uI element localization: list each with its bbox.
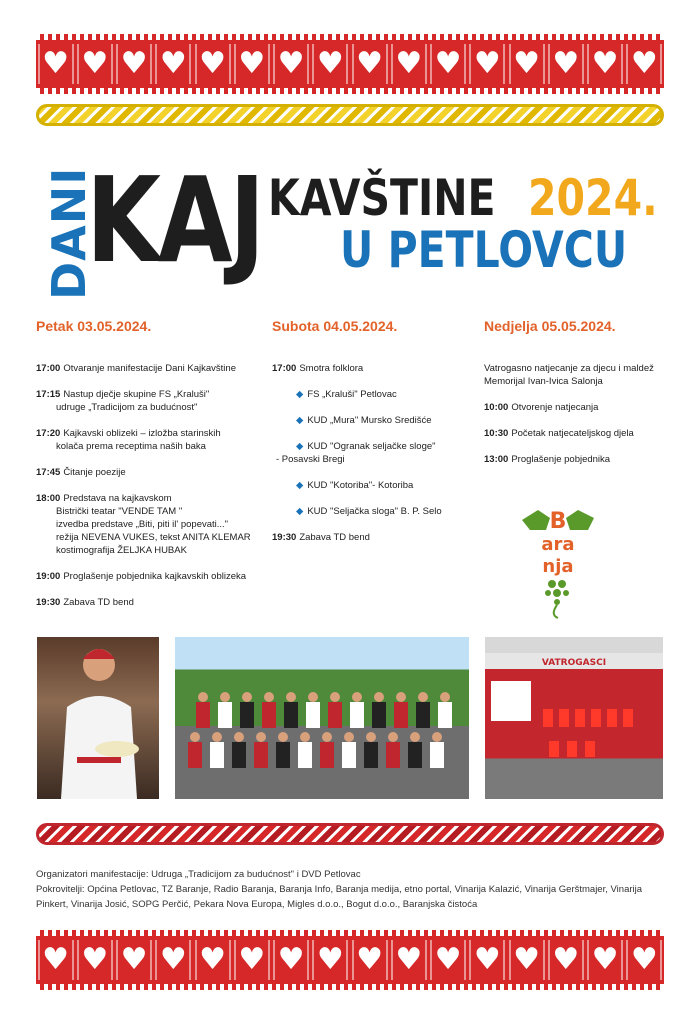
person	[322, 732, 332, 742]
person	[308, 692, 318, 702]
person	[408, 742, 422, 768]
person	[388, 732, 398, 742]
logo-ara: ara	[541, 534, 575, 555]
person	[328, 702, 342, 728]
event-text: Čitanje poezije	[63, 467, 126, 478]
saturday-end	[272, 531, 472, 544]
person	[254, 742, 268, 768]
logo-letter-b: B	[549, 509, 567, 534]
person	[342, 742, 356, 768]
event-text: kolača prema receptima naših baka	[56, 441, 206, 452]
person	[352, 692, 362, 702]
person	[430, 742, 444, 768]
title-place: U PETLOVCU	[340, 221, 628, 279]
red-braid-divider	[36, 823, 664, 845]
logo-nja: nja	[542, 556, 574, 577]
friday-event	[36, 570, 256, 583]
saturday-intro-time: 17:00	[272, 363, 297, 374]
person	[366, 732, 376, 742]
person	[198, 692, 208, 702]
person	[218, 702, 232, 728]
baranja-logo	[508, 500, 608, 620]
person	[242, 692, 252, 702]
person	[364, 742, 378, 768]
person	[350, 702, 364, 728]
group-item: ◆ KUD "Kotoriba"- Kotoriba	[296, 480, 414, 491]
sunday-intro: Vatrogasno natjecanje za djecu i maldež Memorijal Ivan-Ivica Salonja	[484, 363, 654, 387]
event-text: režija NEVENA VUKES, tekst ANITA KLEMAR	[56, 532, 251, 543]
group-item: ◆ FS „Kraluši" Petlovac	[296, 389, 397, 400]
photo-firefighter-kids	[485, 637, 663, 799]
saturday-end-time: 19:30	[272, 532, 297, 543]
person	[418, 692, 428, 702]
person	[306, 702, 320, 728]
saturday-end-text: Zabava TD bend	[299, 532, 370, 543]
person	[440, 692, 450, 702]
event-time: 17:20	[36, 428, 61, 439]
person	[196, 702, 210, 728]
title-kaj: KAJ	[86, 151, 263, 289]
photo-woman-with-cake	[37, 637, 159, 799]
person	[396, 692, 406, 702]
vatrogasci-sign: VATROGASCI	[541, 658, 607, 668]
person	[330, 692, 340, 702]
footer-credits	[36, 867, 666, 912]
person	[190, 732, 200, 742]
event-time: 18:00	[36, 493, 61, 504]
title-year: 2024.	[528, 169, 658, 227]
person	[386, 742, 400, 768]
person	[256, 732, 266, 742]
friday-event	[36, 596, 256, 609]
person	[298, 742, 312, 768]
event-time: 17:00	[36, 363, 61, 374]
person	[212, 732, 222, 742]
event-text: izvedba predstave „Biti, piti il' popevati..."	[56, 519, 229, 530]
photo-folklore-group	[175, 637, 469, 799]
person	[240, 702, 254, 728]
friday-event	[36, 362, 256, 375]
friday-event	[36, 466, 256, 479]
group-item: ◆ KUD "Ogranak seljačke sloge" - Posavski Bregi	[276, 441, 436, 465]
event-text: Zabava TD bend	[63, 597, 134, 608]
person	[374, 692, 384, 702]
event-time: 19:00	[36, 571, 61, 582]
person	[394, 702, 408, 728]
organizers-text: Organizatori manifestacije: Udruga „Tradicijom za budućnost" i DVD Petlovac	[36, 869, 361, 880]
person	[210, 742, 224, 768]
sunday-event: 13:00 Proglašenje pobjednika	[484, 454, 611, 465]
friday-event	[36, 427, 256, 453]
person	[372, 702, 386, 728]
event-time: 17:45	[36, 467, 61, 478]
person	[276, 742, 290, 768]
person	[286, 692, 296, 702]
saturday-column	[272, 318, 472, 557]
friday-column	[36, 318, 256, 622]
friday-events	[36, 362, 256, 609]
bottom-folk-pattern: ♥ ♥ ♥ ♥ ♥ ♥ ♥ ♥ ♥ ♥ ♥ ♥ ♥ ♥ ♥ ♥	[36, 930, 664, 990]
sunday-heading: Nedjelja 05.05.2024.	[484, 318, 616, 334]
saturday-intro	[272, 362, 472, 375]
person	[262, 702, 276, 728]
friday-event	[36, 388, 256, 414]
event-text: Predstava na kajkavskom	[63, 493, 172, 504]
top-folk-pattern: ♥ ♥ ♥ ♥ ♥ ♥ ♥ ♥ ♥ ♥ ♥ ♥ ♥ ♥ ♥ ♥	[36, 34, 664, 94]
person	[188, 742, 202, 768]
gold-braid-divider	[36, 104, 664, 126]
saturday-heading: Subota 04.05.2024.	[272, 318, 398, 334]
person	[416, 702, 430, 728]
event-text: Bistrički teatar "VENDE TAM "	[56, 506, 183, 517]
person	[344, 732, 354, 742]
event-text: udruge „Tradicijom za budućnost"	[56, 402, 198, 413]
event-text: Proglašenje pobjednika kajkavskih oblizeka	[63, 571, 247, 582]
group-item: ◆ KUD "Seljačka sloga" B. P. Selo	[296, 506, 442, 517]
person	[410, 732, 420, 742]
person	[284, 702, 298, 728]
event-text: Nastup dječje skupine FS „Kraluši"	[63, 389, 210, 400]
person	[278, 732, 288, 742]
person	[220, 692, 230, 702]
person	[300, 732, 310, 742]
title-dani: DANI	[42, 166, 96, 300]
sunday-event: 10:00 Otvorenje natjecanja	[484, 402, 599, 413]
event-text: Kajkavski oblizeki – izložba starinskih	[63, 428, 221, 439]
saturday-intro-text: Smotra folklora	[299, 363, 364, 374]
sunday-column	[484, 318, 674, 479]
person	[320, 742, 334, 768]
sunday-event: 10:30 Početak natjecateljskog djela	[484, 428, 634, 439]
person	[432, 732, 442, 742]
event-text: kostimografija ŽELJKA HUBAK	[56, 545, 187, 556]
person	[264, 692, 274, 702]
title-kavstine: KAVŠTINE	[268, 169, 496, 227]
event-time: 19:30	[36, 597, 61, 608]
sponsors-text: Pokrovitelji: Općina Petlovac, TZ Baranje, Radio Baranja, Baranja Info, Baranja medija, etno portal, Vinarija Kalazić, Vinarija Gerštmajer, Vinarija Pinkert, Vinarija Josić, SOPG Perčić, Pekara Nova Europa, Migles d.o.o., Bogut d.o.o., Baranjska čistoća	[36, 884, 643, 910]
event-time: 17:15	[36, 389, 61, 400]
group-item: ◆ KUD „Mura" Mursko Središće	[296, 415, 432, 426]
person	[232, 742, 246, 768]
person	[438, 702, 452, 728]
friday-heading: Petak 03.05.2024.	[36, 318, 152, 334]
person	[234, 732, 244, 742]
event-text: Otvaranje manifestacije Dani Kajkavštine	[63, 363, 236, 374]
friday-event	[36, 492, 256, 557]
